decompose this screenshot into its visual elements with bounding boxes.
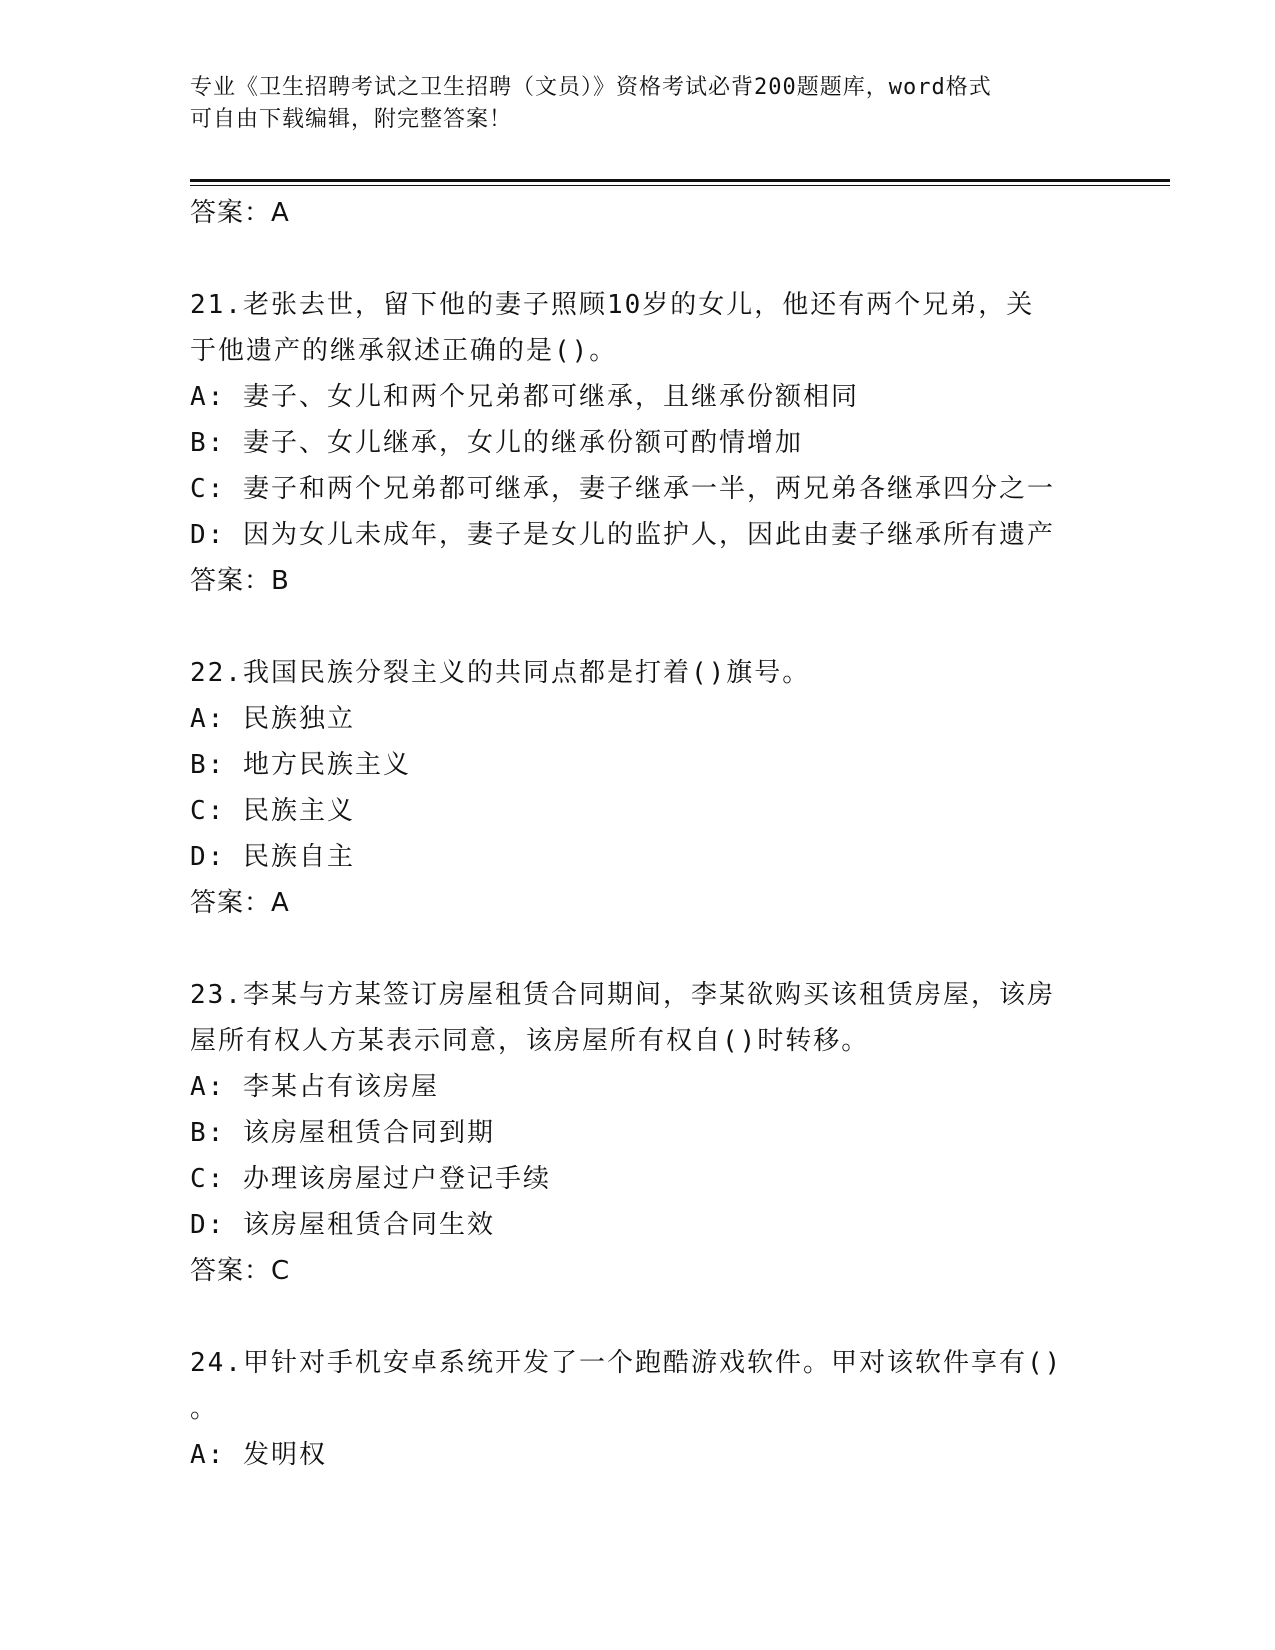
answer-line: 答案：A [190, 888, 290, 918]
answer-line: 答案：A [190, 198, 290, 228]
question-stem-line: 于他遗产的继承叙述正确的是()。 [190, 336, 618, 366]
question-stem-line: 23.李某与方某签订房屋租赁合同期间，李某欲购买该租赁房屋，该房 [190, 980, 1055, 1010]
option-d: D: 民族自主 [190, 842, 355, 872]
option-a: A: 民族独立 [190, 704, 355, 734]
option-a: A: 发明权 [190, 1440, 327, 1470]
option-a: A: 李某占有该房屋 [190, 1072, 439, 1102]
header-line-2: 可自由下载编辑，附完整答案！ [190, 107, 513, 132]
option-b: B: 妻子、女儿继承，女儿的继承份额可酌情增加 [190, 428, 803, 458]
question-stem-line: 21.老张去世，留下他的妻子照顾10岁的女儿，他还有两个兄弟，关 [190, 290, 1035, 320]
answer-line: 答案：C [190, 1256, 291, 1286]
question-block-21 [190, 282, 1090, 604]
option-d: D: 该房屋租赁合同生效 [190, 1210, 495, 1240]
question-block-24 [190, 1340, 1090, 1478]
question-list [190, 190, 1090, 1478]
option-b: B: 该房屋租赁合同到期 [190, 1118, 495, 1148]
option-c: C: 妻子和两个兄弟都可继承，妻子继承一半，两兄弟各继承四分之一 [190, 474, 1055, 504]
option-d: D: 因为女儿未成年，妻子是女儿的监护人，因此由妻子继承所有遗产 [190, 520, 1055, 550]
question-stem-line: 24.甲针对手机安卓系统开发了一个跑酷游戏软件。甲对该软件享有() [190, 1348, 1063, 1378]
option-b: B: 地方民族主义 [190, 750, 411, 780]
option-c: C: 办理该房屋过户登记手续 [190, 1164, 551, 1194]
header-rule-thick [190, 179, 1170, 182]
question-stem-line: 22.我国民族分裂主义的共同点都是打着()旗号。 [190, 658, 811, 688]
question-block-22 [190, 650, 1090, 926]
question-stem-line: 。 [190, 1394, 219, 1424]
option-c: C: 民族主义 [190, 796, 355, 826]
spacer [190, 1294, 1090, 1340]
document-header [190, 72, 1090, 136]
header-line-1: 专业《卫生招聘考试之卫生招聘（文员）》资格考试必背200题题库，word格式 [190, 75, 992, 100]
spacer [190, 926, 1090, 972]
answer-line: 答案：B [190, 566, 290, 596]
spacer [190, 604, 1090, 650]
header-rule-thin [190, 185, 1170, 186]
spacer [190, 236, 1090, 282]
option-a: A: 妻子、女儿和两个兄弟都可继承，且继承份额相同 [190, 382, 859, 412]
question-block-23 [190, 972, 1090, 1294]
question-stem-line: 屋所有权人方某表示同意，该房屋所有权自()时转移。 [190, 1026, 870, 1056]
